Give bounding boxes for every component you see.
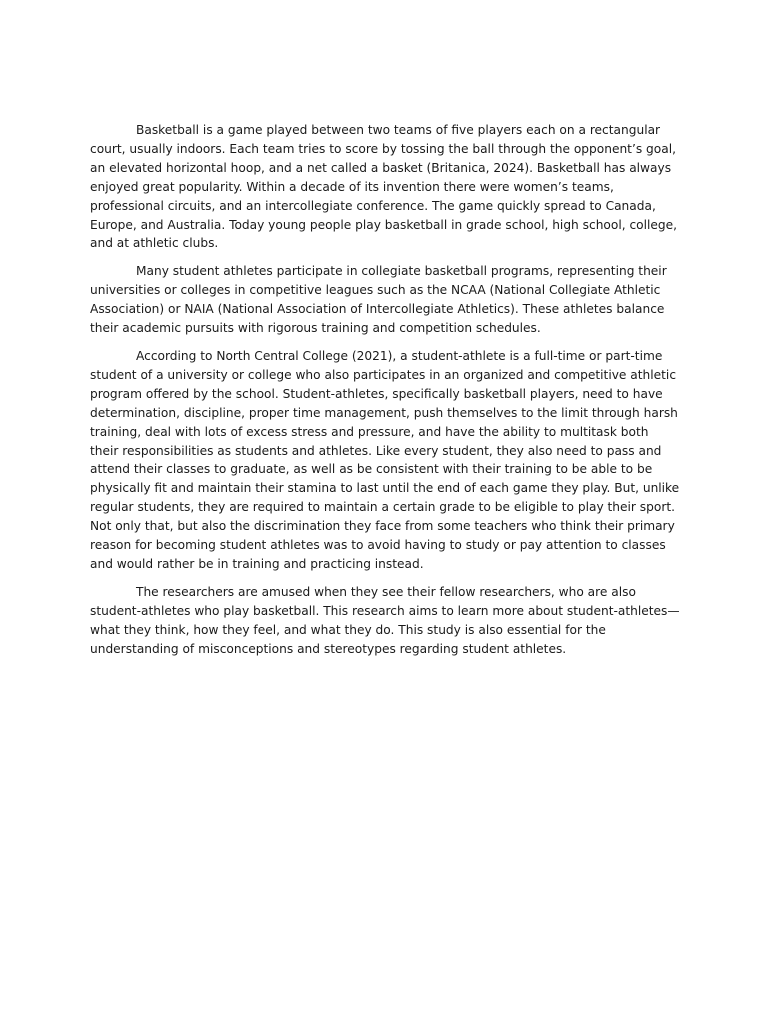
paragraph-student-athlete-definition: According to North Central College (2021), a student-athlete is a full-time or part-time student of a university or college who also participates in an organized and competitive athletic program offered by the school. Student-athletes, specifically basketball players, need to have determination, discipline, proper time management, push themselves to the limit through harsh training, deal with lots of excess stress and pressure, and have the ability to multitask both their responsibilities as students and athletes. Like every student, they also need to pass and attend their classes to graduate, as well as be consistent with their training to be able to be physically fit and maintain their stamina to last until the end of each game they play. But, unlike regular students, they are required to maintain a certain grade to be eligible to play their sport. Not only that, but also the discrimination they face from some teachers who think their primary reason for becoming student athletes was to avoid having to study or pay attention to classes and would rather be in training and practicing instead. <box>90 348 680 571</box>
paragraph-basketball-intro: Basketball is a game played between two teams of five players each on a rectangular court, usually indoors. Each team tries to score by tossing the ball through the opponent’s goal, an elevated horizontal hoop, and a net called a basket (Britanica, 2024). Basketball has always enjoyed great popularity. Within a decade of its invention there were women’s teams, professional circuits, and an intercollegiate conference. The game quickly spread to Canada, Europe, and Australia. Today young people play basketball in grade school, high school, college, and at athletic clubs. <box>90 123 678 251</box>
document-body <box>90 121 680 667</box>
paragraph-research-aim: The researchers are amused when they see their fellow researchers, who are also student-athletes who play basketball. This research aims to learn more about student-athletes—what they think, how they feel, and what they do. This study is also essential for the understanding of misconceptions and stereotypes regarding student athletes. <box>90 584 680 656</box>
paragraph-collegiate-programs: Many student athletes participate in collegiate basketball programs, representing their universities or colleges in competitive leagues such as the NCAA (National Collegiate Athletic Association) or NAIA (National Association of Intercollegiate Athletics). These athletes balance their academic pursuits with rigorous training and competition schedules. <box>90 264 667 336</box>
